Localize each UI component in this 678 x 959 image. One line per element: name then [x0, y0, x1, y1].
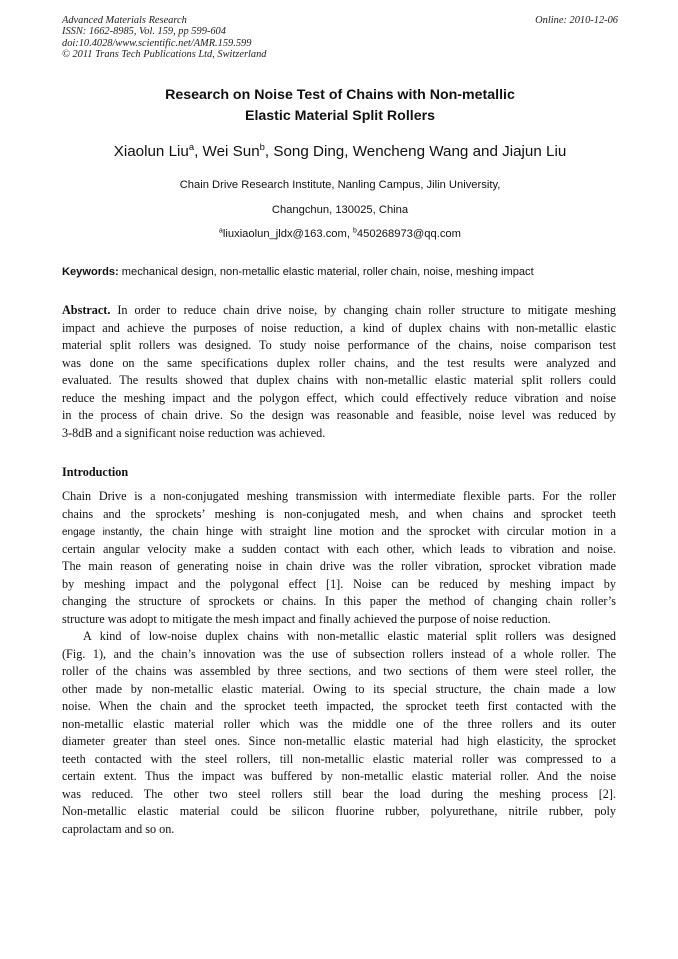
- intro-line: chains and the sprockets’ meshing is non-conjugated mesh, and when chains and sprocket teeth: [62, 506, 616, 521]
- affiliation-line-2: Changchun, 130025, China: [271, 204, 409, 216]
- author-1-affil-mark: a: [188, 140, 195, 152]
- intro-line: caprolactam and so on.: [62, 821, 175, 836]
- intro-line: engage instantly, the chain hinge with straight line motion and the sprocket with circular motion in a: [62, 524, 616, 538]
- keywords-text: mechanical design, non-metallic elastic material, roller chain, noise, meshing impact: [118, 266, 534, 278]
- intro-line: teeth contacted with the steel rollers, till non-metallic elastic material roller was compressed to a: [62, 751, 616, 766]
- issn-line: ISSN: 1662-8985, Vol. 159, pp 599-604: [62, 26, 226, 38]
- intro-line: structure was adopt to mitigate the mesh impact and finally achieved the purpose of noise reduction.: [62, 611, 551, 626]
- email-b-mark: b: [353, 227, 357, 235]
- email-a[interactable]: liuxiaolun_jldx@163.com,: [222, 228, 354, 240]
- intro-line: roller of the chains was assembled by three sections, and two sections of them were steel roller, the: [62, 664, 616, 678]
- abstract-line: in the process of chain drive. So the design was reasonable and feasible, noise level was reduced by: [62, 408, 616, 422]
- intro-line: changing the structure of sprockets or chains. In this paper the method of changing chain roller’s: [62, 594, 616, 608]
- author-2-affil-mark: b: [259, 140, 265, 152]
- email-a-mark: a: [219, 227, 223, 235]
- copyright-line: © 2011 Trans Tech Publications Ltd, Switzerland: [62, 48, 267, 60]
- journal-header: [62, 15, 618, 60]
- abstract: [62, 302, 616, 442]
- title-line-1: Research on Noise Test of Chains with Non-metallic: [165, 87, 515, 103]
- author-2: Wei Sun: [202, 143, 260, 160]
- intro-line: by meshing impact and the polygonal effect [1]. Noise can be reduced by meshing impact by: [62, 576, 616, 591]
- introduction-heading: Introduction: [62, 465, 129, 479]
- journal-name: Advanced Materials Research: [62, 15, 187, 26]
- abstract-line: material split rollers was designed. To study noise performance of the chains, noise comparison test: [62, 338, 616, 352]
- abstract-line: was done on the same specifications duplex roller chains, and the test results were analyzed and: [62, 355, 616, 370]
- abstract-line: reduce the meshing impact and the polygon effect, which could effectively reduce vibration and noise: [62, 390, 616, 405]
- keywords-label: Keywords:: [62, 266, 119, 278]
- author-separator: ,: [194, 143, 203, 160]
- doi-line[interactable]: doi:10.4028/www.scientific.net/AMR.159.599: [62, 37, 252, 49]
- intro-line: certain angular velocity make a sudden contact with each other, which leads to vibration and noise.: [62, 541, 616, 556]
- intro-line: Non-metallic elastic material could be silicon fluorine rubber, polyurethane, nitrile rubber, poly: [62, 804, 616, 818]
- intro-line: diameter greater than steel ones. Since non-metallic elastic material had high elasticity, the sprocket: [62, 734, 616, 748]
- intro-line: non-metallic elastic material roller which was the middle one of the three rollers and its outer: [62, 716, 616, 731]
- intro-line: noise. When the chain and the sprocket teeth impacted, the sprocket teeth first contacted with the: [62, 699, 616, 713]
- abstract-line: 3-8dB and a significant noise reduction was achieved.: [62, 425, 326, 440]
- intro-line: other made by non-metallic elastic material. Owing to its special structure, the chain made a low: [62, 681, 616, 696]
- author-1: Xiaolun Liu: [113, 143, 189, 160]
- keywords: [62, 265, 618, 279]
- paper-title: [62, 85, 618, 127]
- intro-line: was reduced. The other two steel rollers still bear the load during the meshing process [2].: [62, 786, 616, 801]
- intro-line: Chain Drive is a non-conjugated meshing transmission with intermediate flexible parts. For the roller: [62, 489, 616, 503]
- intro-line: The main reason of generating noise in chain drive was the roller vibration, sprocket vibration made: [62, 559, 616, 573]
- online-date: Online: 2010-12-06: [535, 15, 618, 26]
- affiliation-line-1: Chain Drive Research Institute, Nanling Campus, Jilin University,: [179, 179, 501, 191]
- intro-line: (Fig. 1), and the chain’s innovation was the use of subsection rollers instead of a whole roller. The: [62, 646, 616, 661]
- introduction-body: [62, 488, 616, 838]
- author-emails: [62, 227, 618, 241]
- abstract-label: Abstract.: [62, 303, 111, 317]
- other-authors: , Song Ding, Wencheng Wang and Jiajun Liu: [264, 143, 567, 160]
- intro-line: certain extent. Thus the impact was buffered by non-metallic elastic material roller. And the noise: [62, 769, 616, 783]
- title-line-2: Elastic Material Split Rollers: [244, 108, 436, 124]
- abstract-line: Abstract. In order to reduce chain drive noise, by changing chain roller structure to mitigate meshing: [62, 303, 616, 317]
- abstract-line: evaluated. The results showed that duplex chains with non-metallic elastic material split rollers could: [62, 373, 616, 387]
- abstract-line: impact and achieve the purposes of noise reduction, a kind of duplex chains with non-metallic elastic: [62, 320, 616, 335]
- intro-line: A kind of low-noise duplex chains with non-metallic elastic material split rollers was designed: [83, 629, 616, 643]
- email-b[interactable]: 450268973@qq.com: [356, 228, 461, 240]
- author-list: [62, 142, 618, 162]
